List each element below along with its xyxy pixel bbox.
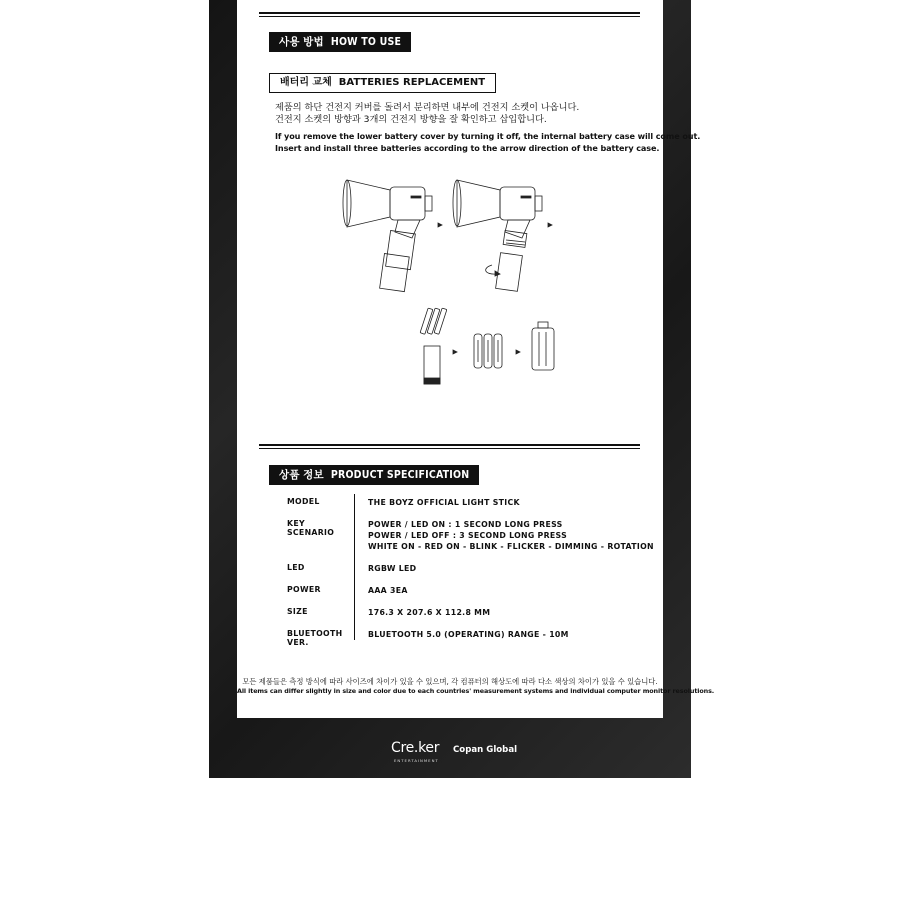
spec-key: LED: [287, 563, 305, 572]
spec-divider: [354, 494, 355, 640]
battery-heading-en: BATTERIES REPLACEMENT: [338, 77, 486, 88]
spec-value: BLUETOOTH 5.0 (OPERATING) RANGE - 10M: [368, 630, 569, 639]
spec-value-line: POWER / LED ON : 1 SECOND LONG PRESS: [368, 520, 563, 529]
spec-value: AAA 3EA: [368, 586, 408, 595]
top-rule-thin: [259, 16, 640, 17]
mid-rule: [259, 444, 640, 446]
copan-global-logo: Copan Global: [453, 745, 518, 755]
battery-desc-ko-2: 건전지 소켓의 방향과 3개의 건전지 방향을 잘 확인하고 삽입합니다.: [275, 114, 547, 125]
battery-desc-en-1: If you remove the lower battery cover by turning it off, the internal battery case will come out.: [275, 131, 701, 141]
spec-heading-ko: 상품 정보: [279, 469, 324, 481]
content-sheet: [237, 0, 715, 718]
battery-icon: [420, 308, 447, 384]
spec-key: SIZE: [287, 607, 308, 616]
battery-set-icon: [474, 334, 502, 368]
how-to-use-heading: [269, 32, 411, 52]
notice-en: All items can differ slightly in size and color due to each countries' measurement systems and individual computer monitor resolutions.: [237, 687, 715, 695]
spec-value-line: WHITE ON - RED ON - BLINK - FLICKER - DIMMING - ROTATION: [368, 542, 654, 551]
battery-heading-ko: 배터리 교체: [280, 77, 332, 88]
spec-heading-en: PRODUCT SPECIFICATION: [330, 469, 470, 481]
spec-key: MODEL: [287, 497, 320, 506]
spec-key: BLUETOOTH VER.: [287, 629, 343, 647]
spec-value: THE BOYZ OFFICIAL LIGHT STICK: [368, 498, 520, 507]
notice-ko: 모든 제품들은 측정 방식에 따라 사이즈에 차이가 있을 수 있으며, 각 컴퓨터의 해상도에 따라 다소 색상의 차이가 있을 수 있습니다.: [242, 677, 658, 686]
megaphone-open-icon: [453, 180, 542, 291]
spec-key: POWER: [287, 585, 321, 594]
how-to-use-en: HOW TO USE: [330, 36, 402, 48]
creker-logo-sub: ENTERTAINMENT: [394, 758, 439, 763]
battery-desc-en-2: Insert and install three batteries according to the arrow direction of the battery case.: [275, 143, 660, 153]
creker-logo: Cre.ker: [391, 740, 440, 756]
battery-case-icon: [532, 322, 554, 370]
mid-rule-thin: [259, 448, 640, 449]
how-to-use-ko: 사용 방법: [279, 36, 324, 48]
spec-key: KEY SCENARIO: [287, 519, 335, 537]
spec-value: 176.3 X 207.6 X 112.8 MM: [368, 608, 491, 617]
battery-replacement-illustration: [332, 170, 572, 395]
battery-desc-ko-1: 제품의 하단 건전지 커버를 돌려서 분리하면 내부에 건전지 소켓이 나옵니다.: [275, 102, 580, 113]
megaphone-icon: [343, 180, 432, 292]
top-rule: [259, 12, 640, 14]
spec-value: RGBW LED: [368, 564, 417, 573]
spec-heading: [269, 465, 479, 485]
footer-logos: [209, 738, 691, 768]
battery-heading: [269, 73, 496, 93]
spec-value-line: POWER / LED OFF : 3 SECOND LONG PRESS: [368, 531, 567, 540]
spec-value: [368, 519, 654, 552]
